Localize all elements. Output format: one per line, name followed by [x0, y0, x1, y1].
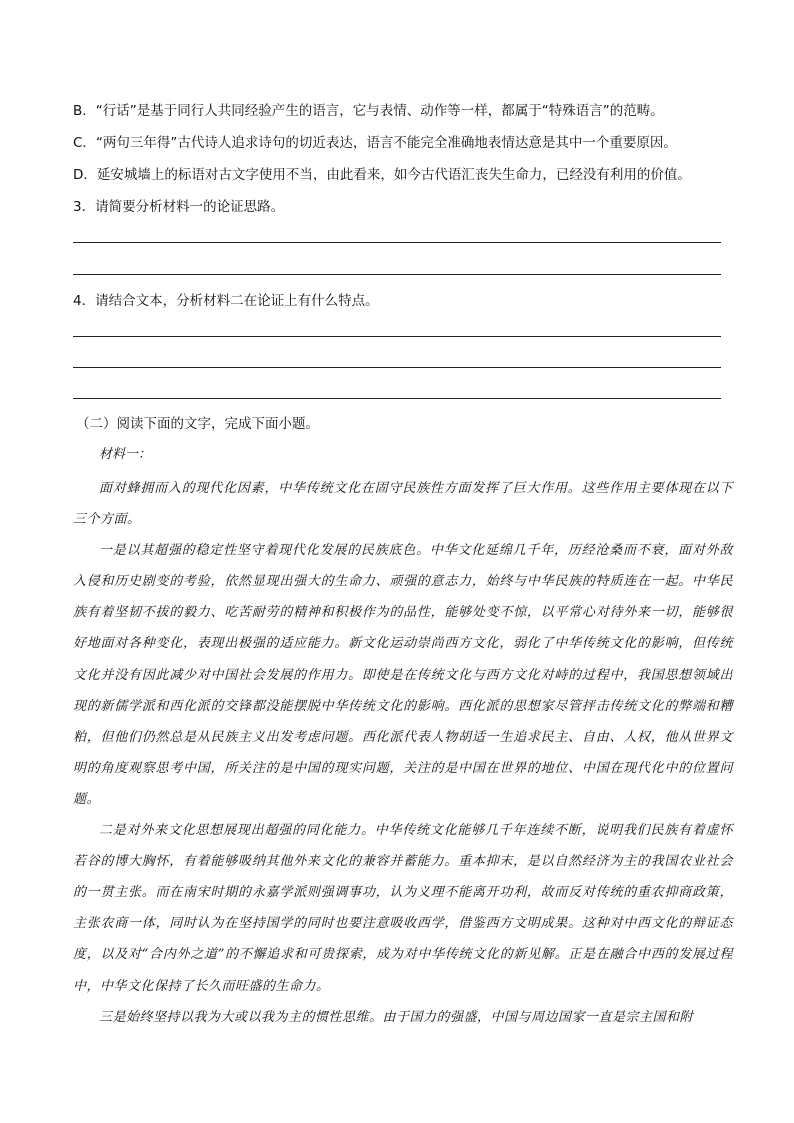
question-4: 4．请结合文本，分析材料二在论证上有什么特点。 — [73, 293, 379, 309]
question-3: 3．请简要分析材料一的论证思路。 — [73, 199, 285, 215]
passage-paragraph: 二是对外来文化思想展现出超强的同化能力。中华传统文化能够几千年连续不断，说明我们民族有着虚怀若谷的博大胸怀，有着能够吸纳其他外来文化的兼容并蓄能力。重本抑末，是以自然经济为主的我国农业社会的一贯主张。而在南宋时期的永嘉学派则强调事功，认为义理不能离开功利，故而反对传统的重农抑商政策，主张农商一体，同时认为在坚持国学的同时也要注意吸收西学，借鉴西方文明成果。这种对中西文化的辩证态度，以及对“合内外之道”的不懈追求和可贵探索，成为对中华传统文化的新见解。正是在融合中西的发展过程中，中华文化保持了长久而旺盛的生命力。 — [73, 823, 733, 994]
answer-line[interactable] — [73, 336, 721, 337]
material-title: 材料一： — [99, 447, 152, 462]
reading-passage — [73, 473, 733, 1033]
answer-line[interactable] — [73, 274, 721, 275]
answer-line[interactable] — [73, 367, 721, 368]
option-b: B．“行话”是基于同行人共同经验产生的语言，它与表情、动作等一样，都属于“特殊语言”的范畴。 — [73, 103, 664, 119]
answer-line[interactable] — [73, 242, 721, 243]
option-c: C．“两句三年得”古代诗人追求诗句的切近表达，语言不能完全准确地表情达意是其中一个重要原因。 — [73, 135, 677, 151]
passage-paragraph: 三是始终坚持以我为大或以我为主的惯性思维。由于国力的强盛，中国与周边国家一直是宗主国和附 — [99, 1009, 694, 1025]
passage-paragraph: 面对蜂拥而入的现代化因素，中华传统文化在固守民族性方面发挥了巨大作用。这些作用主要体现在以下三个方面。 — [73, 481, 733, 528]
option-d: D．延安城墙上的标语对古文字使用不当，由此看来，如今古代语汇丧失生命力，已经没有利用的价值。 — [73, 167, 691, 183]
section-heading: （二）阅读下面的文字，完成下面小题。 — [76, 416, 319, 432]
passage-paragraph: 一是以其超强的稳定性坚守着现代化发展的民族底色。中华文化延绵几千年，历经沧桑而不衰，面对外敌入侵和历史剧变的考验，依然显现出强大的生命力、顽强的意志力，始终与中华民族的特质连在一起。中华民族有着坚韧不拔的毅力、吃苦耐劳的精神和积极作为的品性，能够处变不惊，以平常心对待外来一切，能够很好地面对各种变化，表现出极强的适应能力。新文化运动崇尚西方文化，弱化了中华传统文化的影响，但传统文化并没有因此减少对中国社会发展的作用力。即使是在传统文化与西方文化对峙的过程中，我国思想领域出现的新儒学派和西化派的交锋都没能摆脱中华传统文化的影响。西化派的思想家尽管抨击传统文化的弊端和糟粕，但他们仍然总是从民族主义出发考虑问题。西化派代表人物胡适一生追求民主、自由、人权，他从世界文明的角度观察思考中国，所关注的是中国的现实问题，关注的是中国在世界的地位、中国在现代化中的位置问题。 — [73, 543, 733, 807]
answer-line[interactable] — [73, 398, 721, 399]
